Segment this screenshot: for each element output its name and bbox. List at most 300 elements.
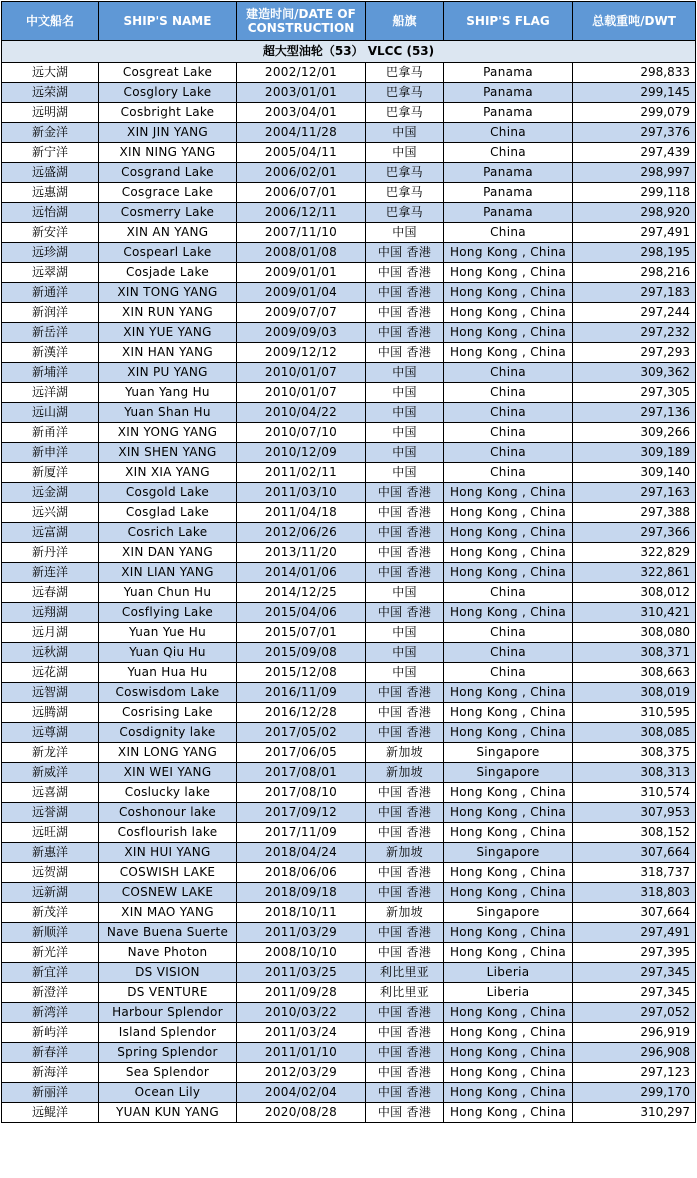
cell-cn-name: 新岳洋 bbox=[2, 323, 99, 343]
cell-dwt: 308,663 bbox=[573, 663, 696, 683]
cell-flag-cn: 中国 香港 bbox=[366, 1023, 444, 1043]
cell-cn-name: 远洋湖 bbox=[2, 383, 99, 403]
table-row bbox=[2, 883, 696, 903]
cell-flag: Panama bbox=[444, 83, 573, 103]
cell-cn-name: 远旺湖 bbox=[2, 823, 99, 843]
cell-date: 2016/11/09 bbox=[237, 683, 366, 703]
table-row bbox=[2, 683, 696, 703]
cell-dwt: 310,421 bbox=[573, 603, 696, 623]
table-row bbox=[2, 303, 696, 323]
cell-flag: Panama bbox=[444, 203, 573, 223]
cell-flag-cn: 中国 香港 bbox=[366, 503, 444, 523]
cell-cn-name: 远珍湖 bbox=[2, 243, 99, 263]
header-dwt: 总载重吨/DWT bbox=[573, 2, 696, 41]
cell-flag: Singapore bbox=[444, 843, 573, 863]
cell-cn-name: 远腾湖 bbox=[2, 703, 99, 723]
cell-ship-name: XIN SHEN YANG bbox=[99, 443, 237, 463]
table-row bbox=[2, 423, 696, 443]
cell-date: 2006/12/11 bbox=[237, 203, 366, 223]
cell-flag: China bbox=[444, 463, 573, 483]
cell-cn-name: 新光洋 bbox=[2, 943, 99, 963]
cell-flag-cn: 中国 香港 bbox=[366, 543, 444, 563]
table-row bbox=[2, 323, 696, 343]
cell-ship-name: XIN TONG YANG bbox=[99, 283, 237, 303]
table-row bbox=[2, 283, 696, 303]
cell-date: 2018/10/11 bbox=[237, 903, 366, 923]
cell-ship-name: Cosmerry Lake bbox=[99, 203, 237, 223]
cell-cn-name: 远怡湖 bbox=[2, 203, 99, 223]
table-row bbox=[2, 763, 696, 783]
cell-date: 2011/02/11 bbox=[237, 463, 366, 483]
cell-flag: Hong Kong , China bbox=[444, 1103, 573, 1123]
cell-cn-name: 远金湖 bbox=[2, 483, 99, 503]
cell-flag-cn: 中国 香港 bbox=[366, 1103, 444, 1123]
table-row bbox=[2, 583, 696, 603]
cell-flag-cn: 中国 bbox=[366, 223, 444, 243]
cell-flag: Hong Kong , China bbox=[444, 883, 573, 903]
cell-dwt: 297,052 bbox=[573, 1003, 696, 1023]
cell-cn-name: 远富湖 bbox=[2, 523, 99, 543]
cell-flag-cn: 中国 香港 bbox=[366, 823, 444, 843]
cell-ship-name: XIN NING YANG bbox=[99, 143, 237, 163]
cell-ship-name: XIN YUE YANG bbox=[99, 323, 237, 343]
cell-dwt: 297,345 bbox=[573, 963, 696, 983]
cell-flag-cn: 中国 香港 bbox=[366, 783, 444, 803]
cell-date: 2006/07/01 bbox=[237, 183, 366, 203]
cell-ship-name: Yuan Yue Hu bbox=[99, 623, 237, 643]
cell-date: 2020/08/28 bbox=[237, 1103, 366, 1123]
table-row bbox=[2, 923, 696, 943]
cell-date: 2015/09/08 bbox=[237, 643, 366, 663]
cell-dwt: 297,439 bbox=[573, 143, 696, 163]
cell-dwt: 297,491 bbox=[573, 923, 696, 943]
cell-flag: China bbox=[444, 583, 573, 603]
cell-date: 2015/07/01 bbox=[237, 623, 366, 643]
cell-cn-name: 新润洋 bbox=[2, 303, 99, 323]
cell-flag-cn: 巴拿马 bbox=[366, 63, 444, 83]
cell-flag: Hong Kong , China bbox=[444, 823, 573, 843]
cell-date: 2011/03/25 bbox=[237, 963, 366, 983]
cell-flag: Panama bbox=[444, 103, 573, 123]
cell-cn-name: 远荣湖 bbox=[2, 83, 99, 103]
cell-flag-cn: 中国 bbox=[366, 583, 444, 603]
table-row bbox=[2, 723, 696, 743]
table-row bbox=[2, 563, 696, 583]
cell-flag-cn: 新加坡 bbox=[366, 763, 444, 783]
cell-date: 2014/01/06 bbox=[237, 563, 366, 583]
cell-cn-name: 新顺洋 bbox=[2, 923, 99, 943]
cell-date: 2008/10/10 bbox=[237, 943, 366, 963]
cell-flag: Hong Kong , China bbox=[444, 783, 573, 803]
cell-dwt: 308,085 bbox=[573, 723, 696, 743]
cell-flag-cn: 利比里亚 bbox=[366, 983, 444, 1003]
cell-cn-name: 远尊湖 bbox=[2, 723, 99, 743]
cell-flag: Hong Kong , China bbox=[444, 863, 573, 883]
cell-flag-cn: 中国 香港 bbox=[366, 343, 444, 363]
cell-flag-cn: 中国 bbox=[366, 363, 444, 383]
cell-cn-name: 新申洋 bbox=[2, 443, 99, 463]
cell-date: 2018/06/06 bbox=[237, 863, 366, 883]
cell-dwt: 318,737 bbox=[573, 863, 696, 883]
cell-date: 2010/12/09 bbox=[237, 443, 366, 463]
cell-flag-cn: 中国 香港 bbox=[366, 703, 444, 723]
cell-flag-cn: 新加坡 bbox=[366, 903, 444, 923]
cell-dwt: 308,313 bbox=[573, 763, 696, 783]
cell-cn-name: 新澄洋 bbox=[2, 983, 99, 1003]
cell-flag: Hong Kong , China bbox=[444, 603, 573, 623]
cell-flag-cn: 中国 香港 bbox=[366, 563, 444, 583]
cell-flag: China bbox=[444, 123, 573, 143]
table-row bbox=[2, 783, 696, 803]
cell-date: 2005/04/11 bbox=[237, 143, 366, 163]
cell-flag-cn: 中国 香港 bbox=[366, 1043, 444, 1063]
cell-date: 2017/08/10 bbox=[237, 783, 366, 803]
cell-ship-name: XIN PU YANG bbox=[99, 363, 237, 383]
cell-cn-name: 远惠湖 bbox=[2, 183, 99, 203]
cell-flag-cn: 中国 bbox=[366, 423, 444, 443]
cell-dwt: 298,833 bbox=[573, 63, 696, 83]
cell-cn-name: 新丽洋 bbox=[2, 1083, 99, 1103]
cell-cn-name: 新海洋 bbox=[2, 1063, 99, 1083]
cell-ship-name: XIN LIAN YANG bbox=[99, 563, 237, 583]
table-row bbox=[2, 163, 696, 183]
table-row bbox=[2, 83, 696, 103]
cell-flag: China bbox=[444, 403, 573, 423]
cell-cn-name: 新安洋 bbox=[2, 223, 99, 243]
cell-ship-name: Cosgrace Lake bbox=[99, 183, 237, 203]
cell-flag: Hong Kong , China bbox=[444, 543, 573, 563]
cell-cn-name: 新厦洋 bbox=[2, 463, 99, 483]
cell-ship-name: Nave Buena Suerte bbox=[99, 923, 237, 943]
cell-date: 2008/01/08 bbox=[237, 243, 366, 263]
cell-dwt: 298,920 bbox=[573, 203, 696, 223]
cell-ship-name: Yuan Chun Hu bbox=[99, 583, 237, 603]
cell-cn-name: 新惠洋 bbox=[2, 843, 99, 863]
cell-flag-cn: 中国 香港 bbox=[366, 1083, 444, 1103]
cell-flag: Hong Kong , China bbox=[444, 923, 573, 943]
cell-date: 2010/03/22 bbox=[237, 1003, 366, 1023]
cell-date: 2010/07/10 bbox=[237, 423, 366, 443]
table-row bbox=[2, 743, 696, 763]
cell-ship-name: Island Splendor bbox=[99, 1023, 237, 1043]
table-row bbox=[2, 243, 696, 263]
cell-date: 2009/01/04 bbox=[237, 283, 366, 303]
cell-flag-cn: 中国 香港 bbox=[366, 523, 444, 543]
cell-date: 2018/04/24 bbox=[237, 843, 366, 863]
cell-flag: Hong Kong , China bbox=[444, 323, 573, 343]
cell-flag: China bbox=[444, 643, 573, 663]
cell-flag: Singapore bbox=[444, 743, 573, 763]
cell-cn-name: 远盛湖 bbox=[2, 163, 99, 183]
cell-ship-name: XIN JIN YANG bbox=[99, 123, 237, 143]
cell-ship-name: Cosglad Lake bbox=[99, 503, 237, 523]
cell-cn-name: 远翠湖 bbox=[2, 263, 99, 283]
cell-flag: Hong Kong , China bbox=[444, 343, 573, 363]
cell-flag: Hong Kong , China bbox=[444, 703, 573, 723]
cell-date: 2017/05/02 bbox=[237, 723, 366, 743]
cell-date: 2009/12/12 bbox=[237, 343, 366, 363]
cell-cn-name: 新宁洋 bbox=[2, 143, 99, 163]
cell-dwt: 297,376 bbox=[573, 123, 696, 143]
cell-dwt: 297,388 bbox=[573, 503, 696, 523]
cell-flag: Hong Kong , China bbox=[444, 803, 573, 823]
cell-flag-cn: 中国 bbox=[366, 143, 444, 163]
cell-ship-name: Cosdignity lake bbox=[99, 723, 237, 743]
cell-dwt: 322,861 bbox=[573, 563, 696, 583]
cell-cn-name: 新威洋 bbox=[2, 763, 99, 783]
cell-dwt: 308,375 bbox=[573, 743, 696, 763]
cell-flag-cn: 中国 香港 bbox=[366, 603, 444, 623]
cell-date: 2011/04/18 bbox=[237, 503, 366, 523]
cell-flag-cn: 中国 bbox=[366, 463, 444, 483]
cell-date: 2016/12/28 bbox=[237, 703, 366, 723]
cell-cn-name: 新龙洋 bbox=[2, 743, 99, 763]
cell-dwt: 309,266 bbox=[573, 423, 696, 443]
cell-cn-name: 新宜洋 bbox=[2, 963, 99, 983]
table-row bbox=[2, 943, 696, 963]
cell-flag-cn: 中国 香港 bbox=[366, 723, 444, 743]
table-row bbox=[2, 523, 696, 543]
cell-flag-cn: 中国 香港 bbox=[366, 803, 444, 823]
cell-flag-cn: 中国 香港 bbox=[366, 883, 444, 903]
cell-ship-name: Cospearl Lake bbox=[99, 243, 237, 263]
cell-flag-cn: 中国 香港 bbox=[366, 323, 444, 343]
cell-cn-name: 远月湖 bbox=[2, 623, 99, 643]
cell-flag: China bbox=[444, 143, 573, 163]
cell-flag-cn: 中国 bbox=[366, 403, 444, 423]
cell-ship-name: Cosbright Lake bbox=[99, 103, 237, 123]
table-row bbox=[2, 503, 696, 523]
cell-flag: Hong Kong , China bbox=[444, 1003, 573, 1023]
table-row bbox=[2, 543, 696, 563]
cell-dwt: 308,080 bbox=[573, 623, 696, 643]
table-row bbox=[2, 123, 696, 143]
cell-flag-cn: 中国 bbox=[366, 623, 444, 643]
cell-flag-cn: 中国 香港 bbox=[366, 303, 444, 323]
cell-cn-name: 新通洋 bbox=[2, 283, 99, 303]
cell-flag-cn: 中国 香港 bbox=[366, 243, 444, 263]
cell-ship-name: Cosflying Lake bbox=[99, 603, 237, 623]
cell-ship-name: XIN WEI YANG bbox=[99, 763, 237, 783]
cell-cn-name: 新埔洋 bbox=[2, 363, 99, 383]
cell-cn-name: 新屿洋 bbox=[2, 1023, 99, 1043]
cell-dwt: 296,919 bbox=[573, 1023, 696, 1043]
cell-ship-name: Cosrich Lake bbox=[99, 523, 237, 543]
cell-flag-cn: 中国 香港 bbox=[366, 283, 444, 303]
group-title: 超大型油轮（53） VLCC (53) bbox=[2, 41, 696, 63]
header-flag: SHIP'S FLAG bbox=[444, 2, 573, 41]
table-row bbox=[2, 223, 696, 243]
cell-cn-name: 新茂洋 bbox=[2, 903, 99, 923]
cell-date: 2017/08/01 bbox=[237, 763, 366, 783]
cell-date: 2012/06/26 bbox=[237, 523, 366, 543]
cell-ship-name: Nave Photon bbox=[99, 943, 237, 963]
table-row bbox=[2, 203, 696, 223]
cell-ship-name: XIN AN YANG bbox=[99, 223, 237, 243]
cell-ship-name: Coswisdom Lake bbox=[99, 683, 237, 703]
cell-flag-cn: 巴拿马 bbox=[366, 103, 444, 123]
cell-dwt: 296,908 bbox=[573, 1043, 696, 1063]
cell-dwt: 307,664 bbox=[573, 903, 696, 923]
cell-flag-cn: 中国 香港 bbox=[366, 923, 444, 943]
cell-flag: Hong Kong , China bbox=[444, 283, 573, 303]
cell-flag-cn: 中国 bbox=[366, 643, 444, 663]
table-row bbox=[2, 603, 696, 623]
cell-date: 2004/11/28 bbox=[237, 123, 366, 143]
cell-date: 2011/03/29 bbox=[237, 923, 366, 943]
cell-ship-name: Yuan Hua Hu bbox=[99, 663, 237, 683]
table-row bbox=[2, 983, 696, 1003]
cell-dwt: 310,574 bbox=[573, 783, 696, 803]
cell-flag: Hong Kong , China bbox=[444, 303, 573, 323]
cell-dwt: 299,145 bbox=[573, 83, 696, 103]
cell-flag-cn: 中国 香港 bbox=[366, 263, 444, 283]
cell-flag: Hong Kong , China bbox=[444, 523, 573, 543]
cell-dwt: 297,366 bbox=[573, 523, 696, 543]
table-row bbox=[2, 803, 696, 823]
table-row bbox=[2, 403, 696, 423]
cell-dwt: 299,118 bbox=[573, 183, 696, 203]
cell-dwt: 297,293 bbox=[573, 343, 696, 363]
cell-cn-name: 远翔湖 bbox=[2, 603, 99, 623]
cell-cn-name: 远秋湖 bbox=[2, 643, 99, 663]
cell-dwt: 308,371 bbox=[573, 643, 696, 663]
cell-ship-name: Yuan Shan Hu bbox=[99, 403, 237, 423]
cell-dwt: 297,491 bbox=[573, 223, 696, 243]
cell-ship-name: XIN LONG YANG bbox=[99, 743, 237, 763]
cell-dwt: 308,152 bbox=[573, 823, 696, 843]
cell-cn-name: 新漢洋 bbox=[2, 343, 99, 363]
table-row bbox=[2, 463, 696, 483]
cell-date: 2017/11/09 bbox=[237, 823, 366, 843]
cell-cn-name: 新金洋 bbox=[2, 123, 99, 143]
cell-ship-name: Cosflourish lake bbox=[99, 823, 237, 843]
table-row bbox=[2, 183, 696, 203]
cell-dwt: 322,829 bbox=[573, 543, 696, 563]
cell-dwt: 297,136 bbox=[573, 403, 696, 423]
cell-flag: Hong Kong , China bbox=[444, 263, 573, 283]
cell-ship-name: Coslucky lake bbox=[99, 783, 237, 803]
table-row bbox=[2, 103, 696, 123]
table-row bbox=[2, 1003, 696, 1023]
cell-flag: Hong Kong , China bbox=[444, 1063, 573, 1083]
cell-flag-cn: 中国 bbox=[366, 443, 444, 463]
cell-flag: China bbox=[444, 363, 573, 383]
table-row bbox=[2, 623, 696, 643]
cell-cn-name: 远花湖 bbox=[2, 663, 99, 683]
cell-cn-name: 新甬洋 bbox=[2, 423, 99, 443]
table-row bbox=[2, 903, 696, 923]
cell-ship-name: XIN HUI YANG bbox=[99, 843, 237, 863]
cell-dwt: 318,803 bbox=[573, 883, 696, 903]
cell-dwt: 307,953 bbox=[573, 803, 696, 823]
cell-flag-cn: 巴拿马 bbox=[366, 203, 444, 223]
cell-cn-name: 新春洋 bbox=[2, 1043, 99, 1063]
cell-flag-cn: 中国 香港 bbox=[366, 863, 444, 883]
table-row bbox=[2, 863, 696, 883]
cell-ship-name: Cosglory Lake bbox=[99, 83, 237, 103]
cell-flag-cn: 中国 bbox=[366, 383, 444, 403]
cell-date: 2002/12/01 bbox=[237, 63, 366, 83]
cell-date: 2011/03/10 bbox=[237, 483, 366, 503]
table-row bbox=[2, 843, 696, 863]
cell-dwt: 297,244 bbox=[573, 303, 696, 323]
cell-flag-cn: 中国 香港 bbox=[366, 943, 444, 963]
table-row bbox=[2, 63, 696, 83]
cell-ship-name: Yuan Qiu Hu bbox=[99, 643, 237, 663]
cell-cn-name: 远誉湖 bbox=[2, 803, 99, 823]
table-row bbox=[2, 963, 696, 983]
cell-date: 2011/01/10 bbox=[237, 1043, 366, 1063]
cell-flag-cn: 新加坡 bbox=[366, 743, 444, 763]
cell-ship-name: Cosgold Lake bbox=[99, 483, 237, 503]
cell-flag: China bbox=[444, 443, 573, 463]
cell-dwt: 308,012 bbox=[573, 583, 696, 603]
vlcc-fleet-table bbox=[1, 1, 696, 1123]
cell-flag: China bbox=[444, 223, 573, 243]
cell-date: 2009/01/01 bbox=[237, 263, 366, 283]
cell-dwt: 297,183 bbox=[573, 283, 696, 303]
cell-flag-cn: 中国 香港 bbox=[366, 683, 444, 703]
cell-cn-name: 远春湖 bbox=[2, 583, 99, 603]
cell-flag-cn: 中国 bbox=[366, 663, 444, 683]
cell-dwt: 309,362 bbox=[573, 363, 696, 383]
cell-ship-name: XIN YONG YANG bbox=[99, 423, 237, 443]
cell-date: 2009/09/03 bbox=[237, 323, 366, 343]
cell-dwt: 298,997 bbox=[573, 163, 696, 183]
cell-cn-name: 远鲲洋 bbox=[2, 1103, 99, 1123]
cell-ship-name: XIN XIA YANG bbox=[99, 463, 237, 483]
cell-ship-name: Harbour Splendor bbox=[99, 1003, 237, 1023]
cell-date: 2011/09/28 bbox=[237, 983, 366, 1003]
cell-ship-name: Yuan Yang Hu bbox=[99, 383, 237, 403]
cell-dwt: 299,079 bbox=[573, 103, 696, 123]
cell-flag-cn: 利比里亚 bbox=[366, 963, 444, 983]
cell-flag: Hong Kong , China bbox=[444, 503, 573, 523]
cell-flag: Singapore bbox=[444, 903, 573, 923]
cell-flag: China bbox=[444, 623, 573, 643]
cell-cn-name: 远大湖 bbox=[2, 63, 99, 83]
table-row bbox=[2, 143, 696, 163]
cell-dwt: 298,216 bbox=[573, 263, 696, 283]
cell-flag: Hong Kong , China bbox=[444, 1043, 573, 1063]
cell-dwt: 310,297 bbox=[573, 1103, 696, 1123]
cell-ship-name: Cosrising Lake bbox=[99, 703, 237, 723]
cell-ship-name: Coshonour lake bbox=[99, 803, 237, 823]
cell-date: 2014/12/25 bbox=[237, 583, 366, 603]
table-row bbox=[2, 1063, 696, 1083]
cell-date: 2015/04/06 bbox=[237, 603, 366, 623]
cell-ship-name: DS VENTURE bbox=[99, 983, 237, 1003]
cell-ship-name: YUAN KUN YANG bbox=[99, 1103, 237, 1123]
header-date: 建造时间/DATE OF CONSTRUCTION bbox=[237, 2, 366, 41]
group-row bbox=[2, 41, 696, 63]
cell-dwt: 297,305 bbox=[573, 383, 696, 403]
cell-date: 2017/06/05 bbox=[237, 743, 366, 763]
cell-dwt: 309,189 bbox=[573, 443, 696, 463]
table-row bbox=[2, 1043, 696, 1063]
cell-flag-cn: 新加坡 bbox=[366, 843, 444, 863]
table-row bbox=[2, 703, 696, 723]
cell-dwt: 309,140 bbox=[573, 463, 696, 483]
cell-ship-name: COSNEW LAKE bbox=[99, 883, 237, 903]
cell-ship-name: Cosgrand Lake bbox=[99, 163, 237, 183]
cell-cn-name: 新湾洋 bbox=[2, 1003, 99, 1023]
cell-flag: Hong Kong , China bbox=[444, 683, 573, 703]
cell-dwt: 298,195 bbox=[573, 243, 696, 263]
cell-flag: China bbox=[444, 663, 573, 683]
cell-date: 2017/09/12 bbox=[237, 803, 366, 823]
